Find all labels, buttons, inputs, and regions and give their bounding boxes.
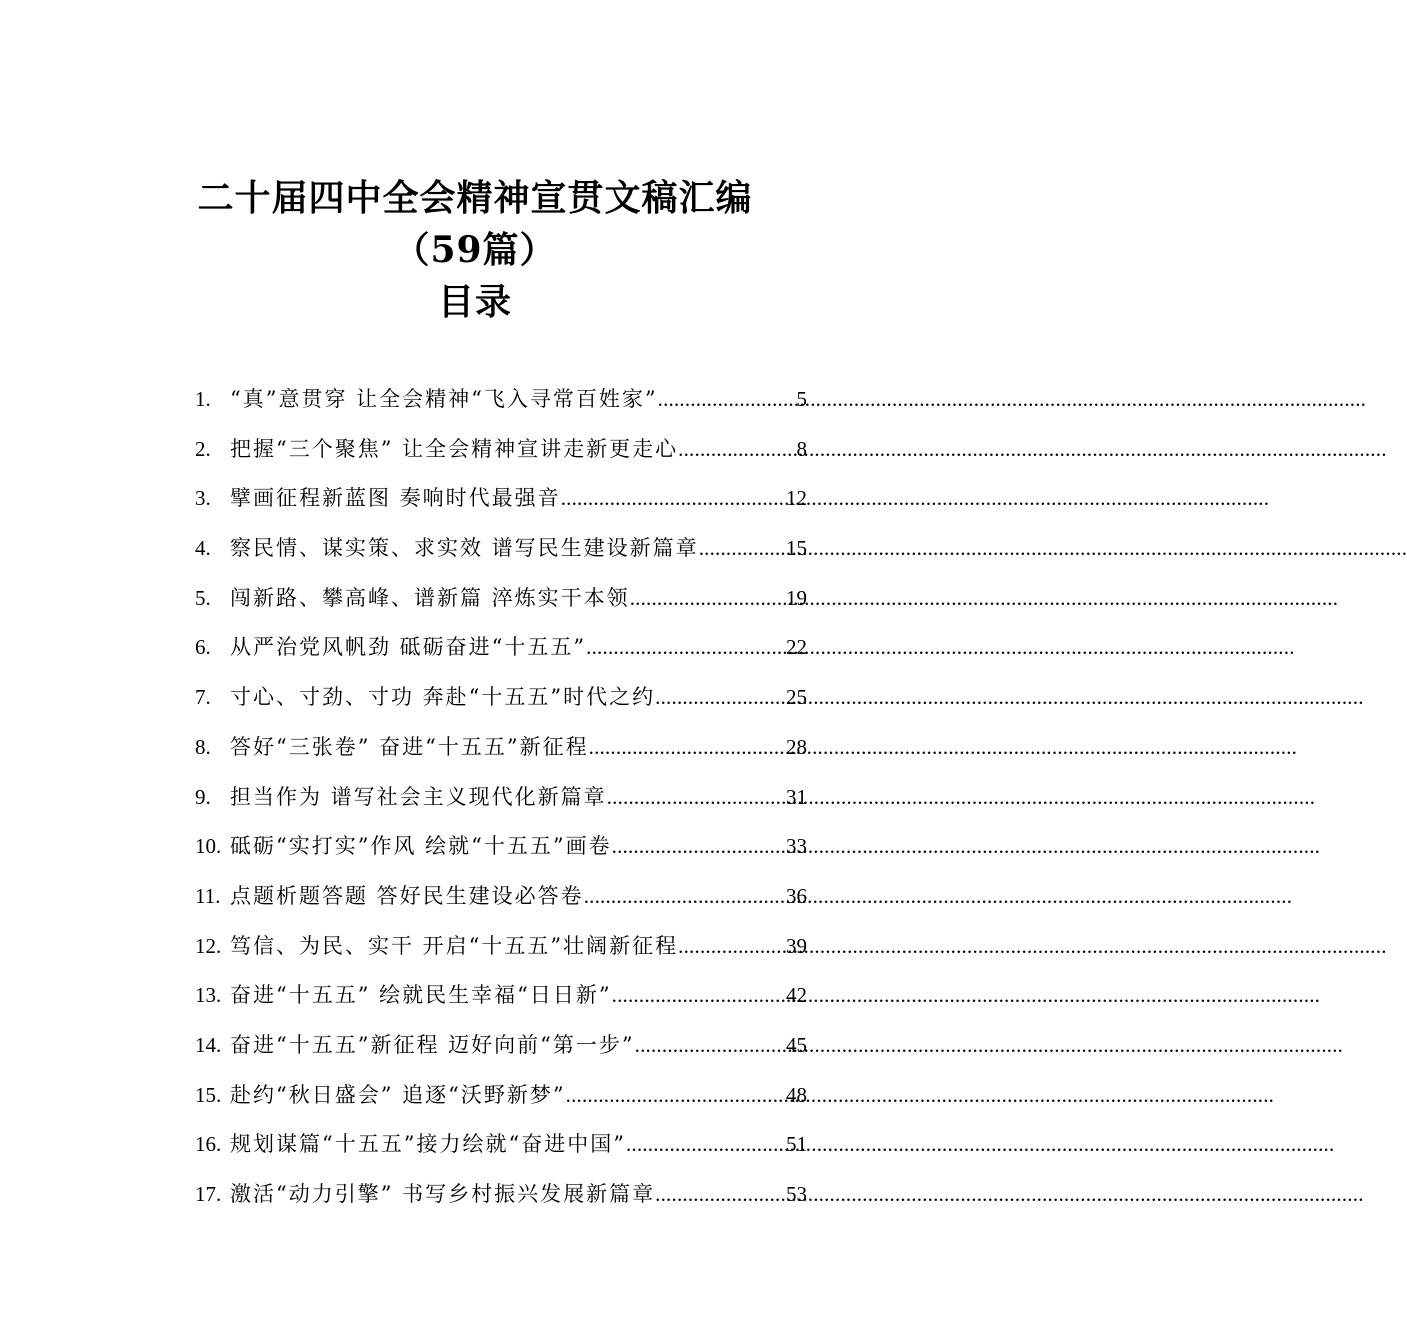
entry-number: 2. [195,436,211,461]
toc-entry[interactable] [195,425,807,475]
entry-page-number: 36 [786,883,807,908]
entry-page-number: 39 [786,933,807,958]
dot-leader [612,822,786,872]
entry-title: 砥砺“实打实”作风 绘就“十五五”画卷 [230,834,612,859]
entry-title: 规划谋篇“十五五”接力绘就“奋进中国” [230,1132,626,1157]
entry-page-number: 8 [796,436,807,461]
entry-number: 4. [195,536,211,561]
toc-entry[interactable] [195,524,807,574]
dot-leader [626,1120,786,1170]
dot-leader [658,375,797,425]
dot-leader [635,1021,786,1071]
entry-number: 8. [195,734,211,759]
entry-title: 奋进“十五五”新征程 迈好向前“第一步” [230,1032,635,1057]
toc-entry[interactable] [195,971,807,1021]
dot-leader [607,773,786,823]
entry-title: 把握“三个聚焦” 让全会精神宣讲走新更走心 [230,436,679,461]
entry-page-number: 5 [796,387,807,411]
toc-entry[interactable] [195,574,807,624]
entry-title: 奋进“十五五” 绘就民生幸福“日日新” [230,983,612,1008]
entry-title: 从严治党风帆劲 砥砺奋进“十五五” [230,635,587,660]
entry-number: 11. [195,883,221,908]
entry-number: 14. [195,1032,222,1057]
entry-title: 点题析题答题 答好民生建设必答卷 [230,883,584,908]
entry-page-number: 22 [786,635,807,660]
entry-number: 10. [195,834,222,859]
table-of-contents [195,375,807,1220]
toc-entry[interactable] [195,1071,807,1121]
entry-number: 6. [195,635,211,660]
toc-entry[interactable] [195,673,807,723]
toc-entry[interactable] [195,922,807,972]
entry-page-number: 53 [786,1182,807,1206]
entry-title: 寸心、寸劲、寸功 奔赴“十五五”时代之约 [230,685,656,710]
toc-entry[interactable] [195,1021,807,1071]
entry-number: 17. [195,1182,222,1206]
entry-title: 笃信、为民、实干 开启“十五五”壮阔新征程 [230,933,679,958]
entry-page-number: 28 [786,734,807,759]
entry-number: 13. [195,983,222,1008]
entry-title: 赴约“秋日盛会” 追逐“沃野新梦” [230,1082,566,1107]
entry-number: 15. [195,1082,222,1107]
dot-leader [699,524,786,574]
dot-leader [589,723,786,773]
entry-number: 12. [195,933,222,958]
entry-title: “真”意贯穿 让全会精神“飞入寻常百姓家” [230,387,658,411]
dot-leader [586,623,786,673]
document-header [0,172,950,328]
entry-title: 激活“动力引擎” 书写乡村振兴发展新篇章 [230,1182,656,1206]
dot-leader [655,673,786,723]
entry-title: 闯新路、攀高峰、谱新篇 淬炼实干本领 [230,585,630,610]
document-subtitle: （59篇） [393,229,557,271]
entry-page-number: 15 [786,536,807,561]
toc-entry[interactable] [195,822,807,872]
entry-number: 1. [195,387,211,411]
entry-number: 9. [195,784,211,809]
dot-leader [612,971,786,1021]
toc-entry[interactable] [195,872,807,922]
entry-number: 7. [195,685,211,710]
entry-title: 擘画征程新蓝图 奏响时代最强音 [230,486,561,511]
toc-entry[interactable] [195,723,807,773]
entry-title: 察民情、谋实策、求实效 谱写民生建设新篇章 [230,536,699,561]
toc-entry[interactable] [195,474,807,524]
entry-number: 16. [195,1132,222,1157]
document-title: 二十届四中全会精神宣贯文稿汇编 [197,177,753,219]
entry-page-number: 25 [786,685,807,710]
toc-entry[interactable] [195,1170,807,1220]
entry-page-number: 42 [786,983,807,1008]
dot-leader [678,425,796,475]
entry-number: 3. [195,486,211,511]
dot-leader [678,922,786,972]
toc-entry[interactable] [195,623,807,673]
dot-leader [584,872,786,922]
entry-page-number: 33 [786,834,807,859]
dot-leader [655,1170,786,1220]
dot-leader [630,574,786,624]
entry-page-number: 31 [786,784,807,809]
entry-page-number: 45 [786,1032,807,1057]
entry-title: 担当作为 谱写社会主义现代化新篇章 [230,784,607,809]
entry-page-number: 19 [786,585,807,610]
toc-entry[interactable] [195,1120,807,1170]
toc-entry[interactable] [195,773,807,823]
dot-leader [561,474,786,524]
entry-page-number: 48 [786,1082,807,1107]
entry-page-number: 12 [786,486,807,511]
toc-heading: 目录 [437,281,512,323]
entry-page-number: 51 [786,1132,807,1157]
toc-entry[interactable] [195,375,807,425]
entry-title: 答好“三张卷” 奋进“十五五”新征程 [230,734,589,759]
dot-leader [566,1071,786,1121]
entry-number: 5. [195,585,211,610]
